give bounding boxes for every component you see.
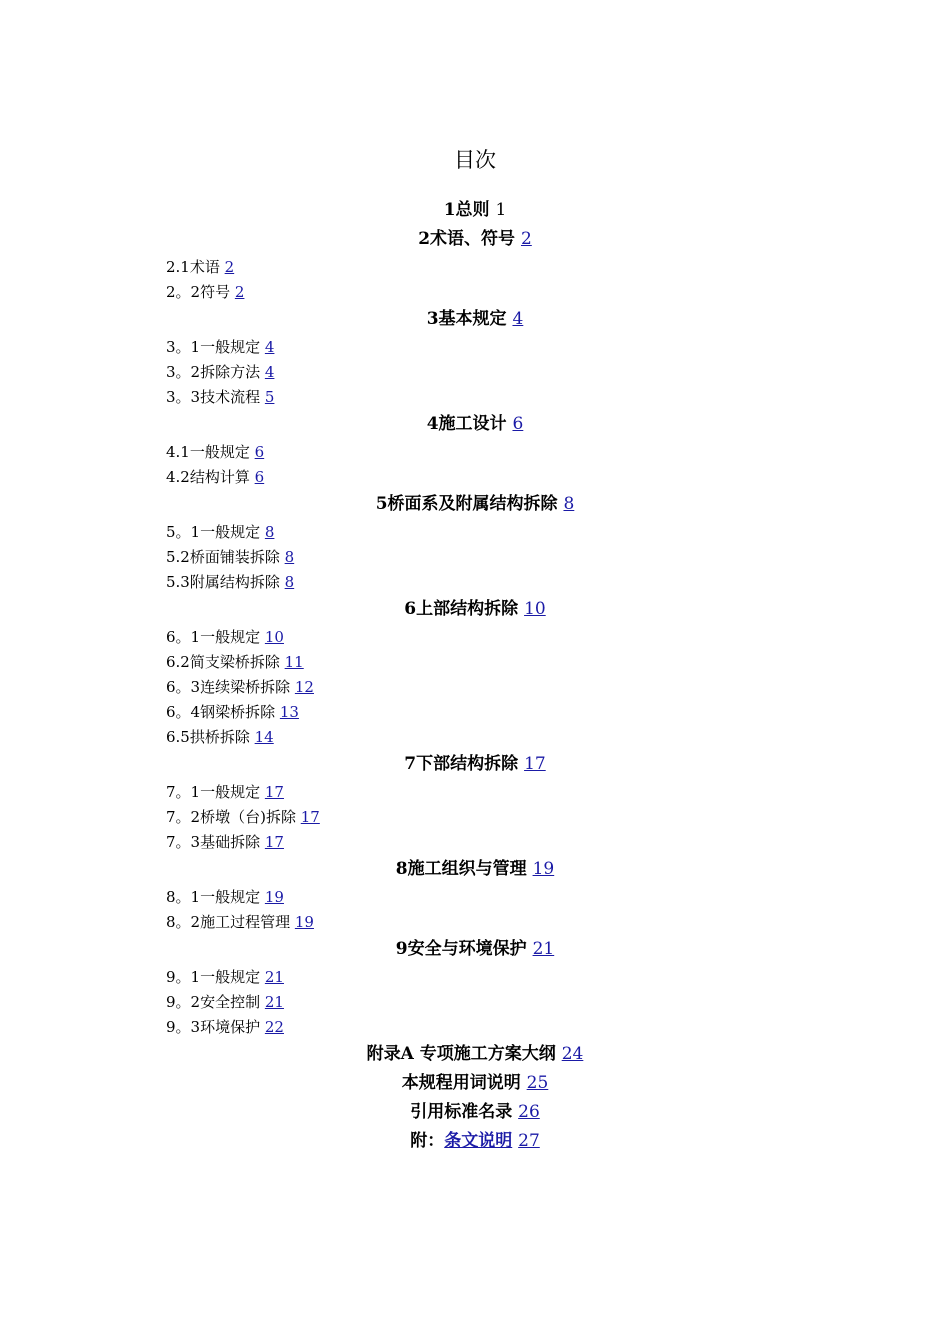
toc-page-number[interactable]: 6 (512, 414, 524, 434)
toc-page-number[interactable]: 2 (234, 283, 245, 301)
toc-chapter-entry (0, 305, 950, 334)
toc-section-label: 7。1一般规定 (166, 783, 261, 801)
toc-section-entry (0, 885, 950, 910)
toc-chapter-label: 7下部结构拆除 (404, 754, 519, 774)
toc-page-number[interactable]: 17 (300, 808, 320, 826)
toc-section-entry (0, 830, 950, 855)
toc-chapter-entry (0, 935, 950, 964)
toc-section-entry (0, 385, 950, 410)
toc-section-entry (0, 625, 950, 650)
toc-chapter-label: 4施工设计 (426, 414, 507, 434)
toc-chapter-entry (0, 196, 950, 225)
toc-page-number[interactable]: 8 (563, 494, 575, 514)
toc-section-label: 7。2桥墩（台)拆除 (166, 808, 296, 826)
toc-section-label: 6.5拱桥拆除 (166, 728, 250, 746)
toc-section-entry (0, 990, 950, 1015)
toc-entry-link[interactable]: 条文说明 (444, 1131, 513, 1151)
toc-chapter-entry (0, 1069, 950, 1098)
toc-section-label: 6.2简支梁桥拆除 (166, 653, 280, 671)
toc-page-number[interactable]: 19 (294, 913, 314, 931)
toc-page-number[interactable]: 27 (518, 1131, 540, 1151)
toc-chapter-label: 5桥面系及附属结构拆除 (375, 494, 558, 514)
toc-page-number[interactable]: 10 (264, 628, 284, 646)
toc-section-entry (0, 360, 950, 385)
toc-page-number[interactable]: 10 (524, 599, 546, 619)
toc-section-entry (0, 255, 950, 280)
toc-page-number[interactable]: 21 (264, 993, 284, 1011)
toc-section-label: 2.1术语 (166, 258, 220, 276)
toc-page-number[interactable]: 24 (561, 1044, 584, 1064)
toc-page-number[interactable]: 4 (512, 309, 524, 329)
toc-section-entry (0, 700, 950, 725)
toc-section-label: 6。4钢梁桥拆除 (166, 703, 276, 721)
toc-section-label: 4.1一般规定 (166, 443, 250, 461)
toc-section-label: 6。1一般规定 (166, 628, 261, 646)
toc-section-label: 2。2符号 (166, 283, 231, 301)
toc-section-label: 8。2施工过程管理 (166, 913, 291, 931)
toc-page-number[interactable]: 8 (264, 523, 275, 541)
toc-section-entry (0, 725, 950, 750)
toc-section-entry (0, 965, 950, 990)
toc-section-label: 3。3技术流程 (166, 388, 261, 406)
toc-page-number[interactable]: 21 (532, 939, 555, 959)
toc-chapter-label: 8施工组织与管理 (395, 859, 527, 879)
toc-chapter-entry (0, 225, 950, 254)
toc-section-entry (0, 780, 950, 805)
toc-section-label: 3。2拆除方法 (166, 363, 261, 381)
toc-section-label: 9。1一般规定 (166, 968, 261, 986)
toc-page-number: 1 (495, 200, 507, 220)
toc-chapter-entry (0, 1040, 950, 1069)
toc-page-number[interactable]: 19 (532, 859, 555, 879)
toc-page-number[interactable]: 17 (524, 754, 546, 774)
toc-chapter-label: 本规程用词说明 (401, 1073, 521, 1093)
toc-chapter-entry (0, 490, 950, 519)
toc-page-number[interactable]: 11 (284, 653, 304, 671)
toc-section-entry (0, 335, 950, 360)
toc-section-entry (0, 675, 950, 700)
toc-chapter-entry (0, 595, 950, 624)
toc-page-number[interactable]: 5 (264, 388, 275, 406)
toc-section-label: 4.2结构计算 (166, 468, 250, 486)
toc-page-number[interactable]: 14 (254, 728, 274, 746)
toc-section-label: 9。3环境保护 (166, 1018, 261, 1036)
toc-page-number[interactable]: 8 (284, 548, 295, 566)
toc-chapter-label: 3基本规定 (426, 309, 507, 329)
toc-section-entry (0, 1015, 950, 1040)
toc-chapter-label: 1总则 (443, 200, 490, 220)
toc-section-label: 5.2桥面铺装拆除 (166, 548, 280, 566)
toc-page-number[interactable]: 17 (264, 833, 284, 851)
toc-chapter-entry (0, 1098, 950, 1127)
toc-section-label: 6。3连续梁桥拆除 (166, 678, 291, 696)
toc-page-number[interactable]: 26 (518, 1102, 540, 1122)
toc-page-number[interactable]: 21 (264, 968, 284, 986)
toc-chapter-label: 9安全与环境保护 (395, 939, 527, 959)
toc-section-entry (0, 570, 950, 595)
toc-section-entry (0, 280, 950, 305)
toc-page-number[interactable]: 22 (264, 1018, 284, 1036)
toc-section-entry (0, 520, 950, 545)
toc-page-number[interactable]: 6 (254, 468, 265, 486)
toc-section-entry (0, 545, 950, 570)
toc-section-label: 5.3附属结构拆除 (166, 573, 280, 591)
toc-chapter-label: 6上部结构拆除 (404, 599, 519, 619)
toc-section-label: 5。1一般规定 (166, 523, 261, 541)
toc-section-entry (0, 465, 950, 490)
toc-chapter-label: 附： (410, 1131, 445, 1151)
toc-page-number[interactable]: 4 (264, 363, 275, 381)
toc-title: 目次 (454, 148, 496, 172)
toc-chapter-label: 附录A 专项施工方案大纲 (366, 1044, 556, 1064)
toc-chapter-label: 引用标准名录 (410, 1102, 513, 1122)
toc-page-number[interactable]: 8 (284, 573, 295, 591)
toc-section-entry (0, 910, 950, 935)
toc-section-label: 9。2安全控制 (166, 993, 261, 1011)
toc-page-number[interactable]: 17 (264, 783, 284, 801)
toc-chapter-entry (0, 855, 950, 884)
toc-page-number[interactable]: 13 (279, 703, 299, 721)
toc-page-number[interactable]: 2 (224, 258, 235, 276)
toc-section-entry (0, 805, 950, 830)
toc-page-number[interactable]: 25 (526, 1073, 549, 1093)
toc-chapter-entry (0, 410, 950, 439)
toc-section-entry (0, 440, 950, 465)
toc-chapter-entry (0, 750, 950, 779)
toc-section-label: 7。3基础拆除 (166, 833, 261, 851)
toc-list (0, 196, 950, 1156)
toc-page-number[interactable]: 19 (264, 888, 284, 906)
toc-page-number[interactable]: 12 (294, 678, 314, 696)
toc-page-number[interactable]: 2 (520, 229, 532, 249)
toc-chapter-label: 2术语、符号 (418, 229, 516, 249)
toc-section-entry (0, 650, 950, 675)
toc-chapter-entry (0, 1127, 950, 1156)
toc-page-number[interactable]: 6 (254, 443, 265, 461)
toc-section-label: 8。1一般规定 (166, 888, 261, 906)
toc-page-number[interactable]: 4 (264, 338, 275, 356)
toc-section-label: 3。1一般规定 (166, 338, 261, 356)
